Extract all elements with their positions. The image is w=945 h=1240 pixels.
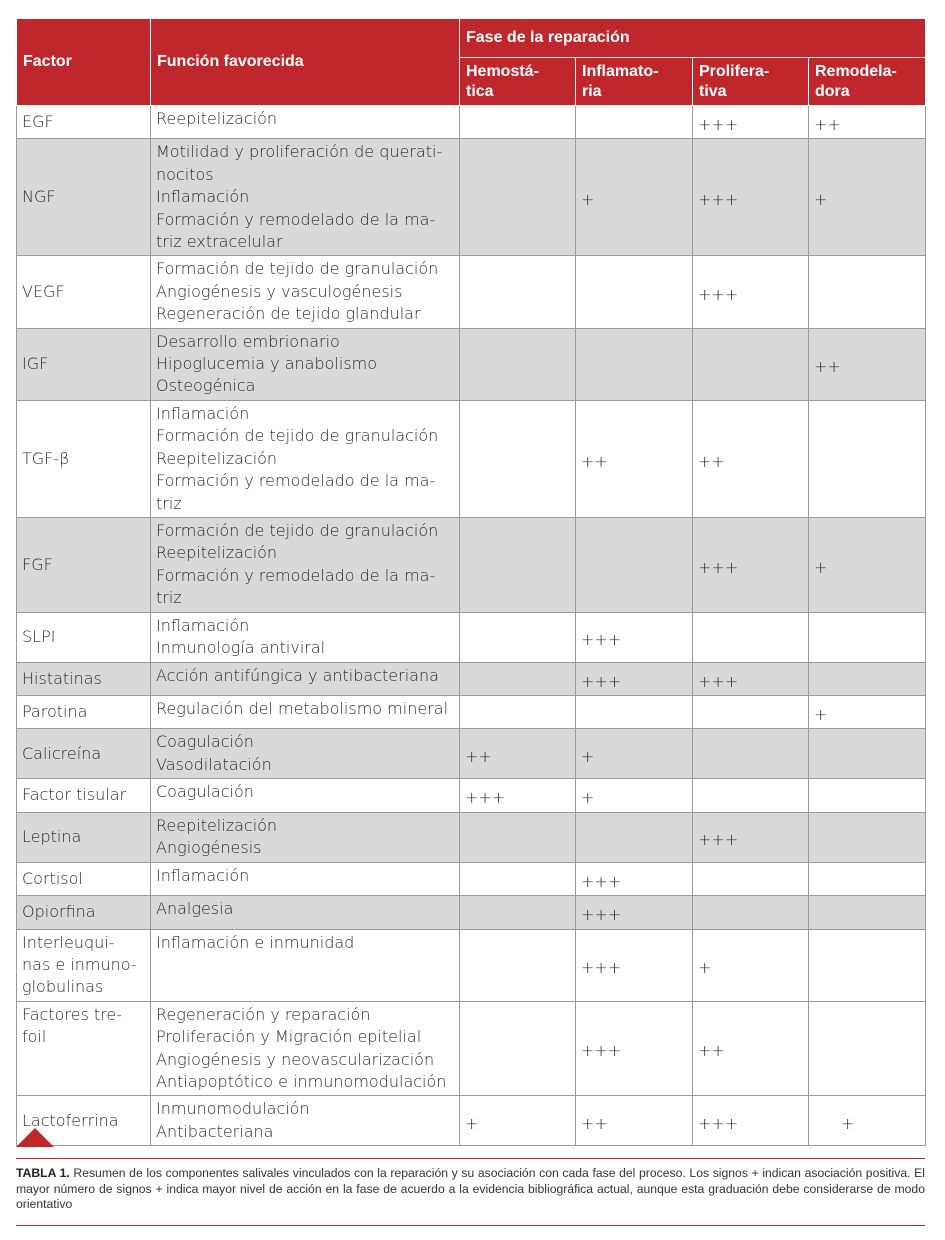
phase-cell: +++: [693, 662, 809, 695]
phase-cell: +++: [576, 612, 693, 662]
phase-cell: +++: [576, 662, 693, 695]
function-line: Regulación del metabolismo mineral: [156, 698, 449, 718]
phase-cell: [460, 106, 576, 139]
factor-line: SLPI: [22, 626, 56, 646]
function-cell: [151, 862, 460, 895]
table-row: [17, 1096, 926, 1146]
factor-cell: [17, 328, 151, 400]
phase-cell: [693, 729, 809, 779]
phase-cell: [460, 400, 576, 517]
phase-cell: [809, 729, 926, 779]
factor-cell: [17, 896, 151, 929]
table-row: [17, 106, 926, 139]
function-cell: [151, 328, 460, 400]
factor-line: EGF: [22, 112, 54, 131]
function-line: Acción antifúngica y antibacteriana: [156, 665, 439, 685]
phase-cell: [693, 862, 809, 895]
phase-cell: [460, 695, 576, 728]
factor-cell: [17, 929, 151, 1001]
function-line: Inflamación: [156, 403, 250, 423]
function-line: Angiogénesis y vasculogénesis: [156, 281, 403, 301]
phase-cell: [693, 779, 809, 812]
function-line: Proliferación y Migración epitelial: [156, 1027, 422, 1047]
phase-cell: [576, 328, 693, 400]
phase-cell: +: [809, 695, 926, 728]
function-line: Formación de tejido de granulación: [156, 426, 439, 446]
factor-line: Parotina: [22, 701, 88, 721]
phase-cell: +: [576, 139, 693, 256]
header-phase-line: tica: [466, 82, 494, 100]
table-row: [17, 812, 926, 862]
phase-cell: +++: [693, 812, 809, 862]
phase-cell: [460, 256, 576, 328]
header-phase-line: tiva: [699, 82, 727, 100]
phase-cell: [576, 517, 693, 612]
phase-cell: [809, 1001, 926, 1096]
function-cell: [151, 812, 460, 862]
phase-cell: +++: [576, 1001, 693, 1096]
table-row: [17, 862, 926, 895]
phase-cell: +++: [460, 779, 576, 812]
function-line: Formación y remodelado de la ma-: [156, 471, 436, 491]
phase-cell: [809, 779, 926, 812]
phase-cell: [809, 929, 926, 1001]
phase-cell: [460, 517, 576, 612]
factor-line: Histatinas: [22, 668, 102, 688]
function-line: Regeneración de tejido glandular: [156, 304, 421, 324]
table-row: [17, 1001, 926, 1096]
caption-triangle-icon: [16, 1128, 54, 1147]
function-line: triz: [156, 588, 182, 608]
function-line: Formación y remodelado de la ma-: [156, 209, 436, 229]
factor-cell: [17, 106, 151, 139]
phase-cell: +++: [693, 106, 809, 139]
factor-line: globulinas: [22, 977, 104, 997]
function-line: Regeneración y reparación: [156, 1004, 371, 1024]
factor-line: VEGF: [22, 281, 65, 301]
phase-cell: [809, 812, 926, 862]
factor-cell: [17, 612, 151, 662]
function-line: Antiapoptótico e inmunomodulación: [156, 1072, 447, 1091]
function-line: nocitos: [156, 164, 214, 184]
phase-cell: [460, 139, 576, 256]
function-line: Formación y remodelado de la ma-: [156, 565, 436, 585]
table-row: [17, 612, 926, 662]
table-row: [17, 896, 926, 929]
header-phase-0: [460, 58, 576, 106]
phase-cell: [460, 812, 576, 862]
factor-line: foil: [22, 1027, 47, 1047]
phase-cell: +++: [693, 139, 809, 256]
phase-cell: [576, 106, 693, 139]
table-row: [17, 139, 926, 256]
function-cell: [151, 1001, 460, 1096]
function-line: Inflamación: [156, 865, 250, 885]
phase-cell: +++: [693, 1096, 809, 1146]
factor-cell: [17, 695, 151, 728]
function-cell: [151, 1096, 460, 1146]
factor-line: FGF: [22, 554, 53, 574]
function-cell: [151, 662, 460, 695]
factor-line: Calicreína: [22, 743, 102, 763]
factor-line: Factor tisular: [22, 785, 127, 805]
function-cell: [151, 400, 460, 517]
function-line: Formación de tejido de granulación: [156, 259, 439, 279]
caption-label: TABLA 1.: [16, 1166, 70, 1180]
factor-line: NGF: [22, 187, 56, 207]
phase-cell: +: [576, 779, 693, 812]
table-row: [17, 256, 926, 328]
function-line: Motilidad y proliferación de querati-: [156, 142, 443, 162]
function-line: Analgesia: [156, 899, 234, 919]
function-line: Inmunología antiviral: [156, 637, 326, 657]
function-cell: [151, 896, 460, 929]
function-line: Reepitelización: [156, 543, 278, 563]
function-cell: [151, 517, 460, 612]
salivary-factors-table: [16, 18, 926, 1146]
function-line: Hipoglucemia y anabolismo: [156, 354, 378, 374]
function-line: Angiogénesis y neovascularización: [156, 1049, 435, 1069]
phase-cell: ++: [809, 106, 926, 139]
function-cell: [151, 729, 460, 779]
header-phase-2: [693, 58, 809, 106]
factor-line: Leptina: [22, 827, 82, 847]
function-line: Formación de tejido de granulación: [156, 520, 439, 540]
phase-cell: [460, 1001, 576, 1096]
factor-cell: [17, 729, 151, 779]
phase-cell: [693, 896, 809, 929]
function-line: triz: [156, 493, 182, 513]
phase-cell: +: [809, 517, 926, 612]
phase-cell: ++: [460, 729, 576, 779]
function-cell: [151, 695, 460, 728]
factor-line: Factores tre-: [22, 1004, 123, 1024]
function-line: Reepitelización: [156, 815, 278, 835]
phase-cell: [809, 400, 926, 517]
caption-top-rule: [16, 1158, 925, 1159]
function-cell: [151, 139, 460, 256]
function-line: Coagulación: [156, 782, 254, 802]
table-row: [17, 695, 926, 728]
function-cell: [151, 929, 460, 1001]
factor-line: Lactoferrina: [22, 1110, 119, 1130]
header-phase-line: ria: [582, 82, 602, 100]
phase-cell: [576, 256, 693, 328]
table-row: [17, 328, 926, 400]
factor-cell: [17, 862, 151, 895]
function-cell: [151, 612, 460, 662]
phase-cell: [693, 695, 809, 728]
phase-cell: [809, 896, 926, 929]
function-cell: [151, 106, 460, 139]
table-row: [17, 400, 926, 517]
function-line: Vasodilatación: [156, 754, 272, 774]
factor-cell: [17, 517, 151, 612]
header-phase-line: Hemostá-: [466, 62, 539, 80]
phase-cell: ++: [576, 1096, 693, 1146]
phase-cell: +: [809, 1096, 926, 1146]
factor-line: TGF-β: [22, 448, 70, 468]
factor-cell: [17, 662, 151, 695]
phase-cell: ++: [809, 328, 926, 400]
factor-cell: [17, 779, 151, 812]
table-row: [17, 729, 926, 779]
phase-cell: [576, 812, 693, 862]
phase-cell: +++: [576, 896, 693, 929]
function-line: Antibacteriana: [156, 1121, 274, 1141]
factor-line: nas e inmuno-: [22, 954, 137, 974]
function-line: Reepitelización: [156, 448, 278, 468]
function-line: Inflamación: [156, 187, 250, 207]
header-phase-3: [809, 58, 926, 106]
factor-cell: [17, 256, 151, 328]
phase-cell: [809, 662, 926, 695]
function-cell: [151, 256, 460, 328]
factor-cell: [17, 139, 151, 256]
factor-cell: [17, 812, 151, 862]
function-line: Angiogénesis: [156, 838, 262, 858]
phase-cell: +: [460, 1096, 576, 1146]
table-row: [17, 779, 926, 812]
factor-line: Interleuqui-: [22, 932, 115, 952]
phase-cell: [693, 612, 809, 662]
factor-line: Opiorfina: [22, 902, 96, 922]
header-function: Función favorecida: [151, 19, 460, 106]
phase-cell: [460, 896, 576, 929]
table-row: [17, 662, 926, 695]
phase-cell: ++: [693, 1001, 809, 1096]
phase-cell: [460, 862, 576, 895]
phase-cell: [460, 929, 576, 1001]
phase-cell: +: [576, 729, 693, 779]
function-line: Reepitelización: [156, 109, 278, 128]
function-line: Inflamación: [156, 615, 250, 635]
header-phase-1: [576, 58, 693, 106]
function-line: Osteogénica: [156, 376, 256, 396]
phase-cell: +: [809, 139, 926, 256]
phase-cell: [460, 612, 576, 662]
header-factor: Factor: [17, 19, 151, 106]
phase-cell: [460, 328, 576, 400]
caption-text: Resumen de los componentes salivales vinculados con la reparación y su asociación con cada fase del proceso. Los signos + indican asociación positiva. El mayor número de signos + indica mayor nivel de acción en la fase de acuerdo a la evidencia bibliográfica actual, aunque esta graduación debe considerarse de modo orientativo: [16, 1166, 925, 1211]
phase-cell: +++: [693, 517, 809, 612]
phase-cell: +++: [576, 862, 693, 895]
phase-cell: +++: [693, 256, 809, 328]
function-line: Inmunomodulación: [156, 1099, 310, 1119]
phase-cell: ++: [693, 400, 809, 517]
header-phase-line: Prolifera-: [699, 62, 770, 80]
function-line: Coagulación: [156, 732, 254, 752]
phase-cell: [576, 695, 693, 728]
factor-cell: [17, 400, 151, 517]
phase-cell: +++: [576, 929, 693, 1001]
table-row: [17, 517, 926, 612]
table-row: [17, 929, 926, 1001]
factor-line: Cortisol: [22, 868, 83, 888]
factor-line: IGF: [22, 354, 49, 374]
header-phase-line: Inflamato-: [582, 62, 659, 80]
function-line: triz extracelular: [156, 232, 283, 252]
phase-cell: ++: [576, 400, 693, 517]
phase-cell: [809, 612, 926, 662]
phase-cell: [460, 662, 576, 695]
header-phase-line: dora: [815, 82, 850, 100]
function-line: Inflamación e inmunidad: [156, 932, 355, 952]
caption-bottom-rule: [16, 1225, 925, 1226]
table-caption: [16, 1166, 925, 1213]
phase-cell: [693, 328, 809, 400]
header-phase-group: Fase de la reparación: [460, 19, 926, 58]
function-line: Desarrollo embrionario: [156, 331, 340, 351]
factor-cell: [17, 1001, 151, 1096]
phase-cell: [809, 256, 926, 328]
header-phase-line: Remodela-: [815, 62, 897, 80]
phase-cell: [809, 862, 926, 895]
function-cell: [151, 779, 460, 812]
phase-cell: +: [693, 929, 809, 1001]
